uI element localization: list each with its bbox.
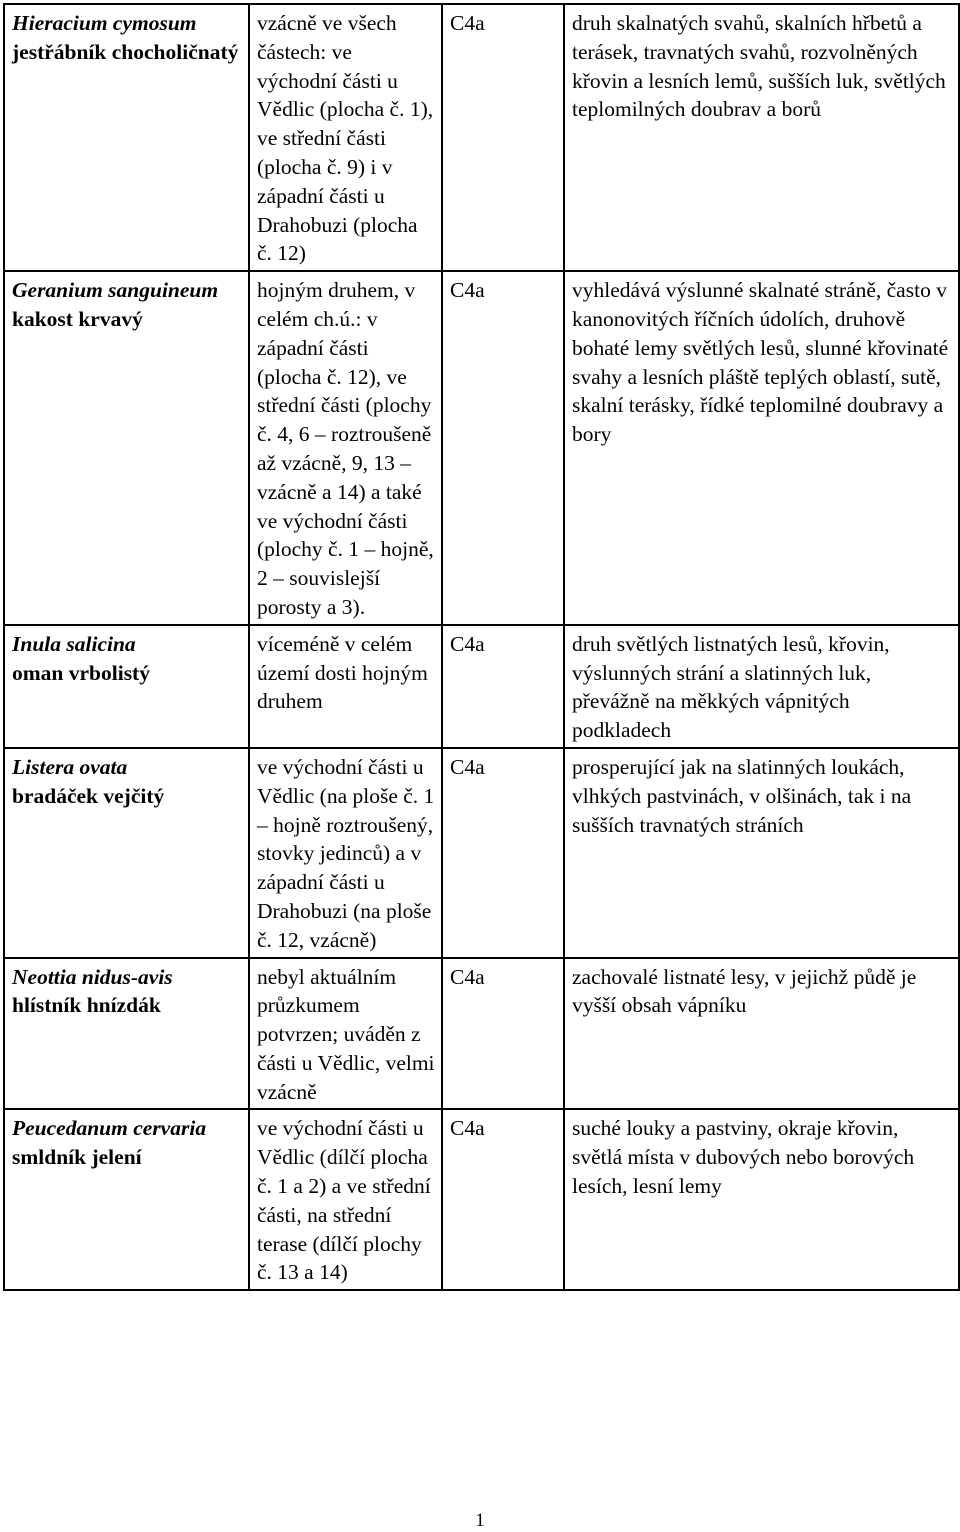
table-row <box>4 4 959 271</box>
habitat-text: druh skalnatých svahů, skalních hřbetů a terásek, travnatých svahů, rozvolněných křovin a lesních lemů, sušších luk, světlých teplomilných doubrav a borů <box>572 11 946 122</box>
habitat-cell <box>564 271 959 625</box>
latin-name: Hieracium cymosum <box>12 11 197 35</box>
latin-name: Neottia nidus-avis <box>12 964 173 989</box>
distribution-cell <box>249 4 442 271</box>
habitat-text: suché louky a pastviny, okraje křovin, světlá místa v dubových nebo borových lesích, lesní lemy <box>572 1116 915 1199</box>
distribution-text: nebyl aktuálním průzkumem potvrzen; uváděn z části u Vědlic, velmi vzácně <box>257 964 435 1104</box>
habitat-text: druh světlých listnatých lesů, křovin, výslunných strání a slatinných luk, převážně na měkkých vápnitých podkladech <box>572 631 890 743</box>
category-code: C4a <box>450 964 485 989</box>
distribution-cell <box>249 625 442 748</box>
czech-name: bradáček vejčitý <box>12 783 165 808</box>
czech-name: jestřábník chocholičnatý <box>12 39 239 64</box>
distribution-text: hojným druhem, v celém ch.ú.: v západní části (plocha č. 12), ve střední části (plochy č. 4, 6 – roztroušeně až vzácně, 9, 13 – vzácně a 14) a také ve východní části (plochy č. 1 – hojně, 2 – souvislejší porosty a 3). <box>257 278 434 619</box>
latin-name: Geranium sanguineum <box>12 278 219 303</box>
species-name-cell <box>4 4 249 271</box>
category-code: C4a <box>450 754 485 779</box>
habitat-text: vyhledává výslunné skalnaté stráně, často v kanonovitých říčních údolích, druhově bohaté lemy světlých lesů, slunné křovinaté svahy a lesních pláště teplých oblastí, sutě, skalní terásky, řídké teplomilné doubravy a bory <box>572 278 949 447</box>
category-code: C4a <box>450 1116 485 1141</box>
category-cell <box>442 748 564 958</box>
species-name-cell <box>4 625 249 748</box>
distribution-text: ve východní části u Vědlic (na ploše č. 1 – hojně roztroušený, stovky jedinců) a v západní části u Drahobuzi (na ploše č. 12, vzácně) <box>257 754 435 952</box>
category-code: C4a <box>450 631 485 656</box>
habitat-cell <box>564 4 959 271</box>
table-row <box>4 271 959 625</box>
page-number: 1 <box>475 1510 485 1531</box>
table-row <box>4 625 959 748</box>
category-cell <box>442 958 564 1110</box>
category-code: C4a <box>450 11 485 35</box>
table-row <box>4 1109 959 1290</box>
species-name-cell <box>4 748 249 958</box>
distribution-text: víceméně v celém území dosti hojným druhem <box>257 631 428 714</box>
habitat-cell <box>564 748 959 958</box>
latin-name: Inula salicina <box>12 631 136 656</box>
category-cell <box>442 625 564 748</box>
table-row <box>4 958 959 1110</box>
category-cell <box>442 4 564 271</box>
habitat-text: prosperující jak na slatinných loukách, vlhkých pastvinách, v olšinách, tak i na sušších travnatých stráních <box>572 754 912 837</box>
latin-name: Listera ovata <box>12 754 128 779</box>
czech-name: kakost krvavý <box>12 306 143 331</box>
distribution-cell <box>249 748 442 958</box>
species-name-cell <box>4 1109 249 1290</box>
category-code: C4a <box>450 278 485 303</box>
habitat-cell <box>564 1109 959 1290</box>
habitat-cell <box>564 958 959 1110</box>
czech-name: hlístník hnízdák <box>12 993 161 1018</box>
species-name-cell <box>4 958 249 1110</box>
distribution-text: vzácně ve všech částech: ve východní části u Vědlic (plocha č. 1), ve střední části (plocha č. 9) i v západní části u Drahobuzi (plocha č. 12) <box>257 11 434 266</box>
species-name-cell <box>4 271 249 625</box>
habitat-cell <box>564 625 959 748</box>
category-cell <box>442 1109 564 1290</box>
distribution-cell <box>249 271 442 625</box>
category-cell <box>442 271 564 625</box>
species-table <box>3 3 960 1291</box>
latin-name: Peucedanum cervaria <box>12 1116 207 1141</box>
distribution-cell <box>249 958 442 1110</box>
table-row <box>4 748 959 958</box>
distribution-cell <box>249 1109 442 1290</box>
czech-name: oman vrbolistý <box>12 660 150 685</box>
habitat-text: zachovalé listnaté lesy, v jejichž půdě je vyšší obsah vápníku <box>572 964 917 1018</box>
distribution-text: ve východní části u Vědlic (dílčí plocha č. 1 a 2) a ve střední části, na střední terase (dílčí plochy č. 13 a 14) <box>257 1116 431 1285</box>
czech-name: smldník jelení <box>12 1145 142 1170</box>
